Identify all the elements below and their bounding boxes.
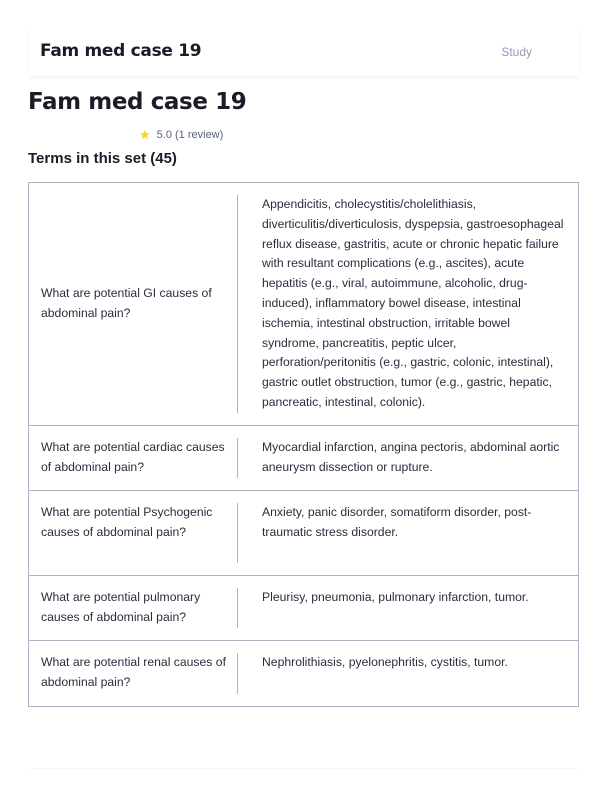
set-brand-title[interactable]: Fam med case 19 xyxy=(40,41,202,61)
term-row xyxy=(29,183,578,426)
term-text: What are potential Psychogenic causes of abdominal pain? xyxy=(41,505,213,539)
terms-heading: Terms in this set (45) xyxy=(28,150,177,167)
term-row xyxy=(29,641,578,707)
study-link[interactable]: Study xyxy=(501,45,532,59)
term-row xyxy=(29,426,578,491)
definition-text: Myocardial infarction, angina pectoris, abdominal aortic aneurysm dissection or rupture. xyxy=(262,440,560,474)
star-icon: ★ xyxy=(139,127,151,142)
term-text: What are potential cardiac causes of abdominal pain? xyxy=(41,440,225,474)
rating-text: 5.0 (1 review) xyxy=(156,129,224,141)
term-row xyxy=(29,576,578,641)
top-bar xyxy=(28,28,580,76)
rating[interactable] xyxy=(139,127,223,143)
definition-text: Pleurisy, pneumonia, pulmonary infarction, tumor. xyxy=(262,590,529,604)
definition-text: Nephrolithiasis, pyelonephritis, cystitis, tumor. xyxy=(262,655,508,669)
terms-table xyxy=(28,182,579,707)
term-text: What are potential GI causes of abdominal pain? xyxy=(41,286,212,320)
page-title: Fam med case 19 xyxy=(28,89,247,115)
footer-divider xyxy=(28,768,580,769)
definition-text: Appendicitis, cholecystitis/cholelithiasis, diverticulitis/diverticulosis, dyspepsia, gastroesophageal reflux disease, gastritis, acute or chronic hepatic failure with resultant complications (e.g., ascites), acute hepatitis (e.g., viral, autoimmune, alcoholic, drug-induced), inflammatory bowel disease, intestinal ischemia, intestinal obstruction, irritable bowel syndrome, pancreatitis, peptic ulcer, perforation/peritonitis (e.g., gastric, colonic, intestinal), gastric outlet obstruction, tumor (e.g., gastric, hepatic, pancreatic, intestinal, colonic). xyxy=(262,197,564,409)
term-row xyxy=(29,491,578,576)
definition-text: Anxiety, panic disorder, somatiform disorder, post-traumatic stress disorder. xyxy=(262,505,532,539)
term-text: What are potential renal causes of abdominal pain? xyxy=(41,655,226,689)
term-text: What are potential pulmonary causes of abdominal pain? xyxy=(41,590,201,624)
